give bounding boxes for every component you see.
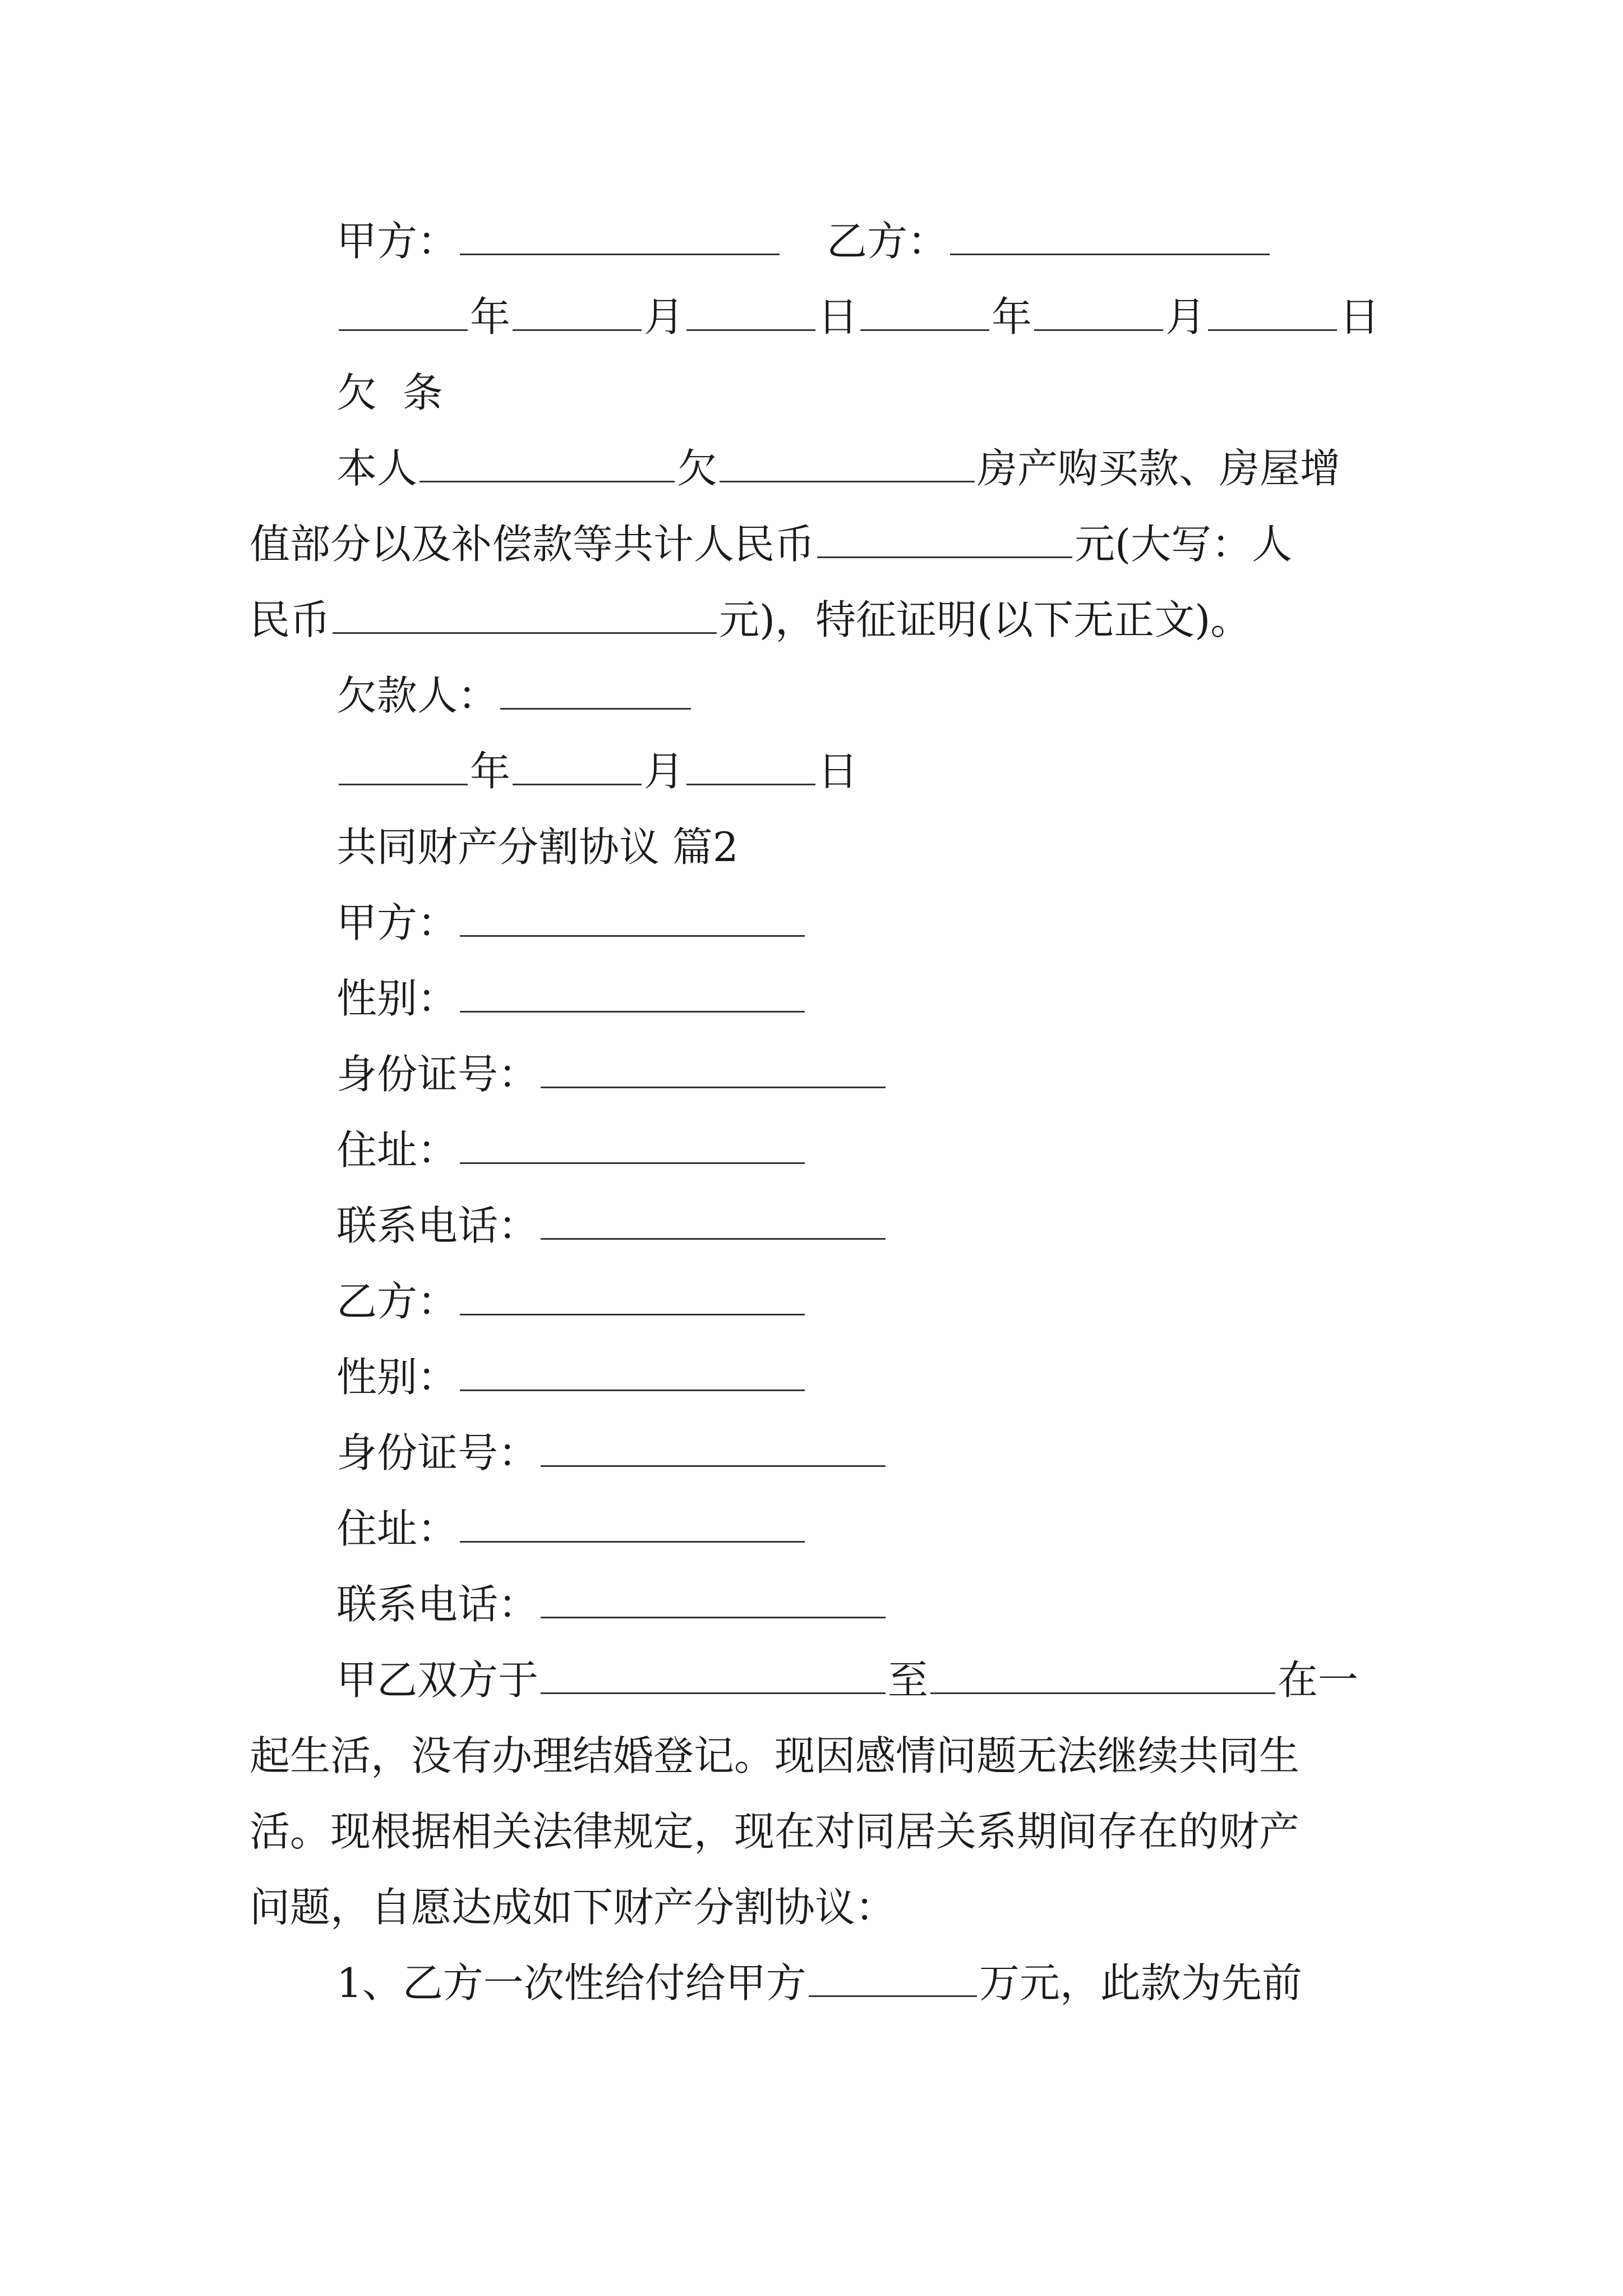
signature-line	[0, 213, 1623, 269]
amount-blank	[809, 1956, 977, 1997]
agreement-item-1: 1、乙方一次性给付给甲方 万元，此款为先前	[0, 1955, 1623, 2011]
month-char: 月	[644, 293, 685, 341]
a-field-address: 住址：	[0, 1122, 1623, 1178]
creditor-blank	[419, 441, 675, 482]
b-field-address: 住址：	[0, 1501, 1623, 1557]
end-date-blank	[930, 1653, 1275, 1694]
iou-line-1: 本人 欠 房产购买款、房屋增	[0, 440, 1623, 496]
amount-words-blank	[333, 593, 717, 634]
b-field-gender: 性别：	[0, 1349, 1623, 1405]
date-blank	[1208, 290, 1337, 331]
agreement-para-line-2: 起生活，没有办理结婚登记。现因感情问题无法继续共同生	[250, 1732, 1300, 1779]
iou-title: 欠 条	[336, 369, 443, 416]
debtor-name-blank	[500, 669, 691, 710]
field-blank	[541, 1426, 886, 1467]
day-char: 日	[1339, 293, 1380, 341]
day-char: 日	[818, 293, 859, 341]
a-field-party: 甲方：	[0, 895, 1623, 951]
party-a-blank	[460, 214, 780, 255]
agreement-para-line-3: 活。现根据相关法律规定，现在对同居关系期间存在的财产	[250, 1808, 1300, 1855]
iou-date-line: 年 月 日	[0, 743, 1623, 799]
date-blank	[1034, 290, 1163, 331]
b-field-id: 身份证号：	[0, 1425, 1623, 1481]
field-blank	[541, 1047, 886, 1088]
field-blank	[460, 972, 805, 1013]
agreement-heading: 共同财产分割协议 篇2	[336, 823, 739, 871]
a-field-gender: 性别：	[0, 970, 1623, 1027]
date-blank	[686, 744, 815, 785]
field-blank	[460, 896, 805, 937]
year-char: 年	[992, 293, 1032, 341]
field-blank	[460, 1123, 805, 1164]
agreement-para-line-1: 甲乙双方于 至 在一	[0, 1652, 1623, 1708]
field-blank	[460, 1502, 805, 1543]
start-date-blank	[541, 1653, 886, 1694]
iou-line-2: 值部分以及补偿款等共计人民币 元(大写：人	[0, 516, 1623, 572]
b-field-phone: 联系电话：	[0, 1576, 1623, 1632]
field-blank	[541, 1199, 886, 1240]
year-char: 年	[470, 293, 511, 341]
field-blank	[460, 1350, 805, 1391]
a-field-phone: 联系电话：	[0, 1198, 1623, 1254]
date-blank	[339, 744, 468, 785]
debtor-blank	[720, 441, 975, 482]
agreement-para-line-4: 问题，自愿达成如下财产分割协议：	[250, 1884, 896, 1931]
date-blank	[513, 290, 642, 331]
debtor-signature: 欠款人：	[0, 668, 1623, 724]
party-b-label: 乙方：	[827, 218, 948, 265]
field-blank	[460, 1274, 805, 1315]
iou-line-3: 民币 元)，特征证明(以下无正文)。	[0, 592, 1623, 648]
party-b-blank	[950, 214, 1270, 255]
date-blank	[860, 290, 989, 331]
month-char: 月	[1165, 293, 1206, 341]
date-blank	[686, 290, 815, 331]
party-a-label: 甲方：	[336, 218, 458, 265]
double-date-line	[0, 289, 1623, 345]
field-blank	[541, 1577, 886, 1618]
amount-blank	[817, 517, 1072, 558]
date-blank	[513, 744, 642, 785]
b-field-party: 乙方：	[0, 1273, 1623, 1329]
a-field-id: 身份证号：	[0, 1046, 1623, 1102]
date-blank	[339, 290, 468, 331]
